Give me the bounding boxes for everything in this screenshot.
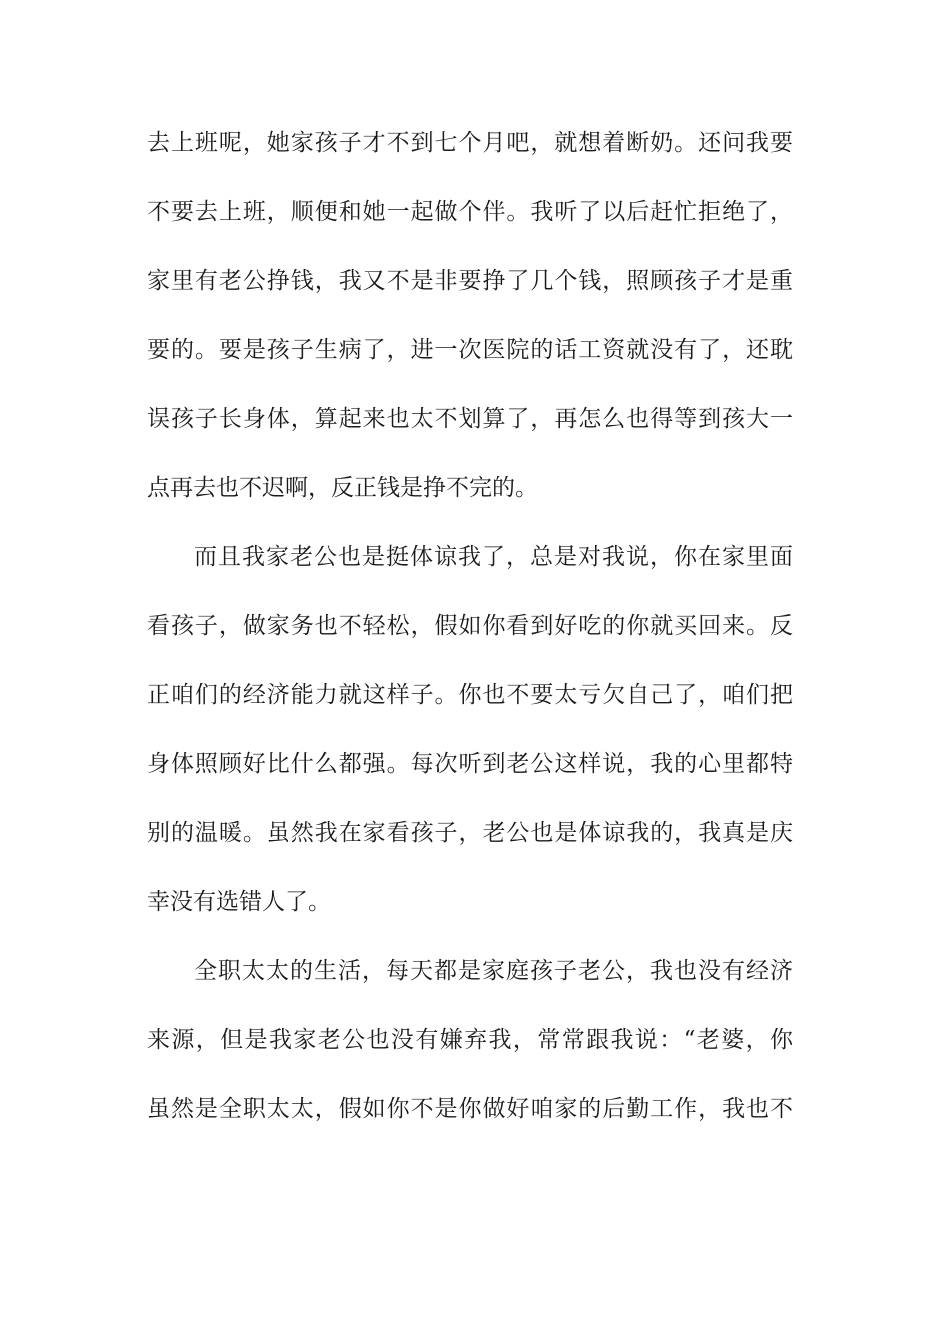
text-line: 去上班呢，她家孩子才不到七个月吧，就想着断奶。还问我要 (147, 130, 793, 156)
text-line: 别的温暖。虽然我在家看孩子，老公也是体谅我的，我真是庆 (147, 820, 793, 846)
text-line: 要的。要是孩子生病了，进一次医院的话工资就没有了，还耽 (147, 337, 793, 363)
paragraph-first-line: 而且我家老公也是挺体谅我了，总是对我说，你在家里面 (194, 544, 793, 570)
text-line: 身体照顾好比什么都强。每次听到老公这样说，我的心里都特 (147, 751, 793, 777)
text-line: 家里有老公挣钱，我又不是非要挣了几个钱，照顾孩子才是重 (147, 268, 793, 294)
text-line: 点再去也不迟啊，反正钱是挣不完的。 (147, 475, 538, 501)
text-line: 看孩子，做家务也不轻松，假如你看到好吃的你就买回来。反 (147, 613, 793, 639)
document-body (147, 128, 793, 1163)
text-line: 虽然是全职太太，假如你不是你做好咱家的后勤工作，我也不 (147, 1096, 793, 1122)
text-line: 幸没有选错人了。 (147, 889, 331, 915)
paragraph-first-line: 全职太太的生活，每天都是家庭孩子老公，我也没有经济 (194, 958, 793, 984)
text-line: 来源，但是我家老公也没有嫌弃我，常常跟我说：“老婆，你 (147, 1027, 793, 1053)
text-line: 正咱们的经济能力就这样子。你也不要太亏欠自己了，咱们把 (147, 682, 793, 708)
text-line: 误孩子长身体，算起来也太不划算了，再怎么也得等到孩大一 (147, 406, 793, 432)
text-line: 不要去上班，顺便和她一起做个伴。我听了以后赶忙拒绝了， (147, 199, 793, 225)
